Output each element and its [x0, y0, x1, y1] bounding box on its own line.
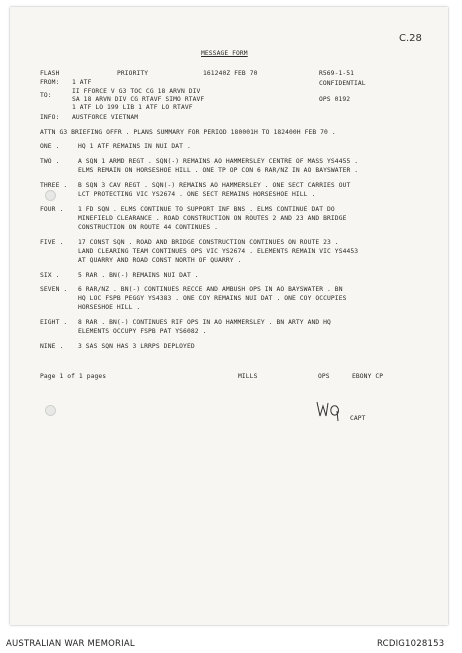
para-line: AT QUARRY AND ROAD CONST NORTH OF QUARRY .: [78, 257, 242, 264]
para-line: ELMS REMAIN ON HORSESHOE HILL . ONE TP OP CON 6 RAR/NZ IN AO BAYSWATER .: [78, 167, 359, 174]
signature: [314, 398, 344, 422]
branch: OPS: [318, 373, 330, 380]
phone: EBONY CP: [352, 373, 384, 380]
para-line: LCT PROTECTING VIC YS2674 . ONE SECT REMAINS HORSESHOE HILL .: [78, 191, 316, 198]
para-label: THREE .: [40, 182, 68, 189]
para-label: FIVE .: [40, 239, 64, 246]
classification: CONFIDENTIAL: [319, 80, 366, 87]
para-line: 1 FD SQN . ELMS CONTINUE TO SUPPORT INF BNS . ELMS CONTINUE DAT DO: [78, 206, 335, 213]
para-line: ELEMENTS OCCUPY FSPB PAT YS6082 .: [78, 328, 207, 335]
attn-line: ATTN G3 BRIEFING OFFR . PLANS SUMMARY FOR PERIOD 180001H TO 182400H FEB 70 .: [40, 129, 336, 136]
precedence-flash: FLASH: [40, 70, 60, 77]
info-value: AUSTFORCE VIETNAM: [72, 114, 139, 121]
file-reference: R569-1-51: [319, 70, 355, 77]
drafter-name: MILLS: [238, 373, 258, 380]
para-line: MINEFIELD CLEARANCE . ROAD CONSTRUCTION ON ROUTES 2 AND 23 AND BRIDGE: [78, 215, 347, 222]
para-line: CONSTRUCTION ON ROUTE 44 CONTINUES .: [78, 224, 219, 231]
precedence-priority: PRIORITY: [117, 70, 149, 77]
punch-hole: [45, 405, 56, 416]
from-value: 1 ATF: [72, 79, 92, 86]
para-line: A SQN 1 ARMD REGT . SQN(-) REMAINS AO HAMMERSLEY CENTRE OF MASS YS4455 .: [78, 158, 359, 165]
para-line: HORSESHOE HILL .: [78, 304, 141, 311]
para-label: FOUR .: [40, 206, 64, 213]
punch-hole: [45, 190, 56, 201]
info-label: INFO:: [40, 114, 60, 121]
para-label: EIGHT .: [40, 319, 68, 326]
para-line: 8 RAR . BN(-) CONTINUES RIF OPS IN AO HAMMERSLEY . BN ARTY AND HQ: [78, 319, 331, 326]
para-label: SIX .: [40, 272, 60, 279]
to-label: TO:: [40, 92, 52, 99]
handwritten-ref-mark: C.28: [399, 33, 422, 44]
to-line: II FFORCE V G3 TOC CG 18 ARVN DIV: [72, 88, 201, 95]
para-label: TWO .: [40, 158, 60, 165]
archive-credit: AUSTRALIAN WAR MEMORIAL: [6, 639, 135, 649]
para-line: 5 RAR . BN(-) REMAINS NUI DAT .: [78, 272, 199, 279]
para-line: 3 SAS SQN HAS 3 LRRPS DEPLOYED: [78, 343, 195, 350]
para-line: LAND CLEARING TEAM CONTINUES OPS VIC YS2674 . ELEMENTS REMAIN VIC YS4453: [78, 248, 359, 255]
para-label: ONE .: [40, 143, 60, 150]
para-label: NINE .: [40, 343, 64, 350]
signature-scribble-icon: [314, 398, 344, 422]
para-line: HQ LOC FSPB PEGGY YS4383 . ONE COY REMAINS NUI DAT . ONE COY OCCUPIES: [78, 295, 347, 302]
archive-id: RCDIG1028153: [377, 639, 445, 649]
page-info: Page 1 of 1 pages: [40, 373, 107, 380]
from-label: FROM:: [40, 79, 60, 86]
para-line: HQ 1 ATF REMAINS IN NUI DAT .: [78, 143, 191, 150]
to-line: 1 ATF LO 199 LIB 1 ATF LO RTAVF: [72, 104, 193, 111]
para-line: 6 RAR/NZ . BN(-) CONTINUES RECCE AND AMBUSH OPS IN AO BAYSWATER . BN: [78, 286, 343, 293]
para-label: SEVEN .: [40, 286, 68, 293]
form-title: MESSAGE FORM: [201, 50, 248, 57]
rank: CAPT: [350, 415, 366, 422]
para-line: B SQN 3 CAV REGT . SQN(-) REMAINS AO HAMMERSLEY . ONE SECT CARRIES OUT: [78, 182, 351, 189]
para-line: 17 CONST SQN . ROAD AND BRIDGE CONSTRUCTION CONTINUES ON ROUTE 23 .: [78, 239, 339, 246]
date-time-group: 161240Z FEB 70: [203, 70, 258, 77]
to-line: SA 18 ARVN DIV CG RTAVF SIMO RTAVF: [72, 96, 205, 103]
ops-number: OPS 0192: [319, 96, 351, 103]
